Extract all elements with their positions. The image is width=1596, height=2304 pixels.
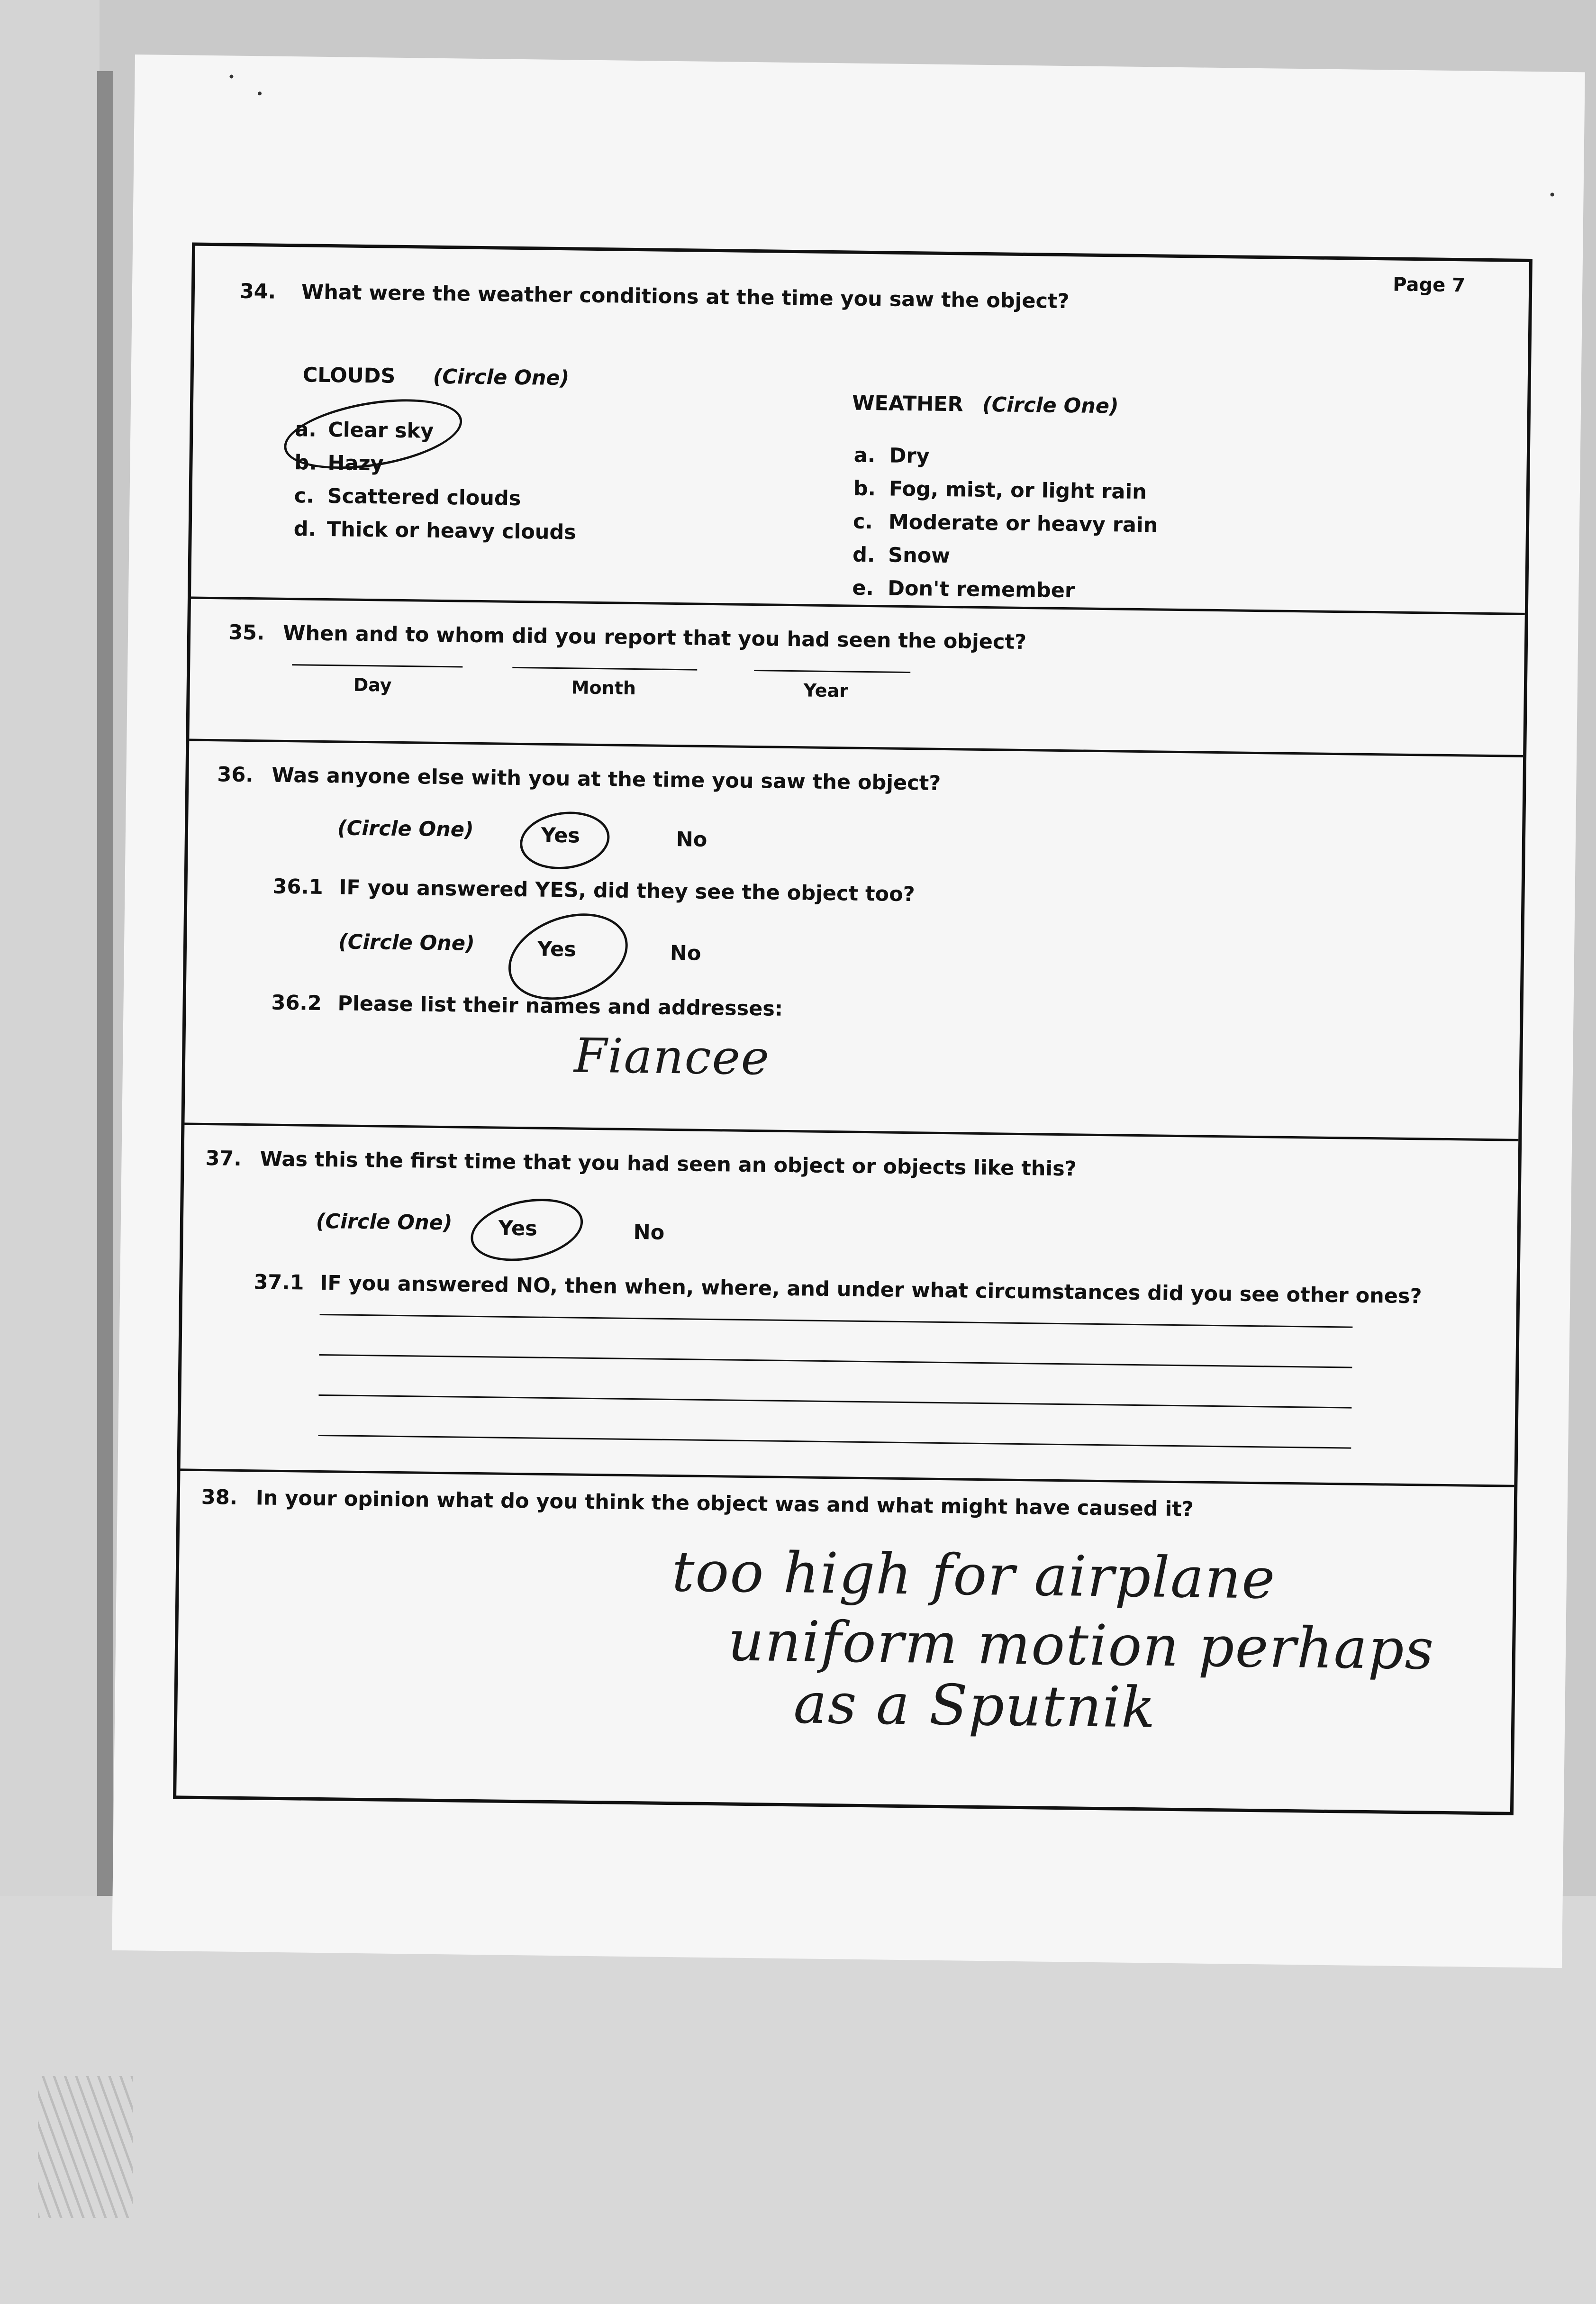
q37-answer-circle bbox=[465, 1190, 589, 1270]
q37-yes: Yes bbox=[498, 1216, 538, 1241]
year-line bbox=[754, 670, 910, 673]
day-label: Day bbox=[353, 674, 392, 696]
q35-question: When and to whom did you report that you had seen the object? bbox=[282, 621, 1027, 655]
q36-1-question: IF you answered YES, did they see the object too? bbox=[339, 875, 915, 907]
q34-number: 34. bbox=[239, 279, 276, 304]
weather-e-letter: e. bbox=[852, 576, 874, 601]
q37-number: 37. bbox=[205, 1146, 242, 1171]
q38-number: 38. bbox=[201, 1485, 238, 1510]
year-label: Year bbox=[803, 680, 849, 701]
form-sheet bbox=[112, 55, 1585, 1968]
q36-no: No bbox=[676, 828, 707, 852]
q36-instruction: (Circle One) bbox=[337, 816, 474, 842]
q36-answer-circle bbox=[517, 807, 613, 874]
q38-handwritten-line-3: as a Sputnik bbox=[793, 1670, 1157, 1740]
q37-no: No bbox=[633, 1220, 665, 1245]
speck bbox=[1551, 193, 1554, 197]
speck bbox=[229, 74, 233, 78]
section-37-first-time bbox=[180, 1122, 1518, 1487]
q36-1-number: 36.1 bbox=[272, 874, 323, 899]
answer-line-1 bbox=[320, 1314, 1353, 1328]
weather-c-letter: c. bbox=[852, 510, 873, 534]
clouds-instruction: (Circle One) bbox=[433, 364, 570, 391]
q37-question: Was this the first time that you had seen an object or objects like this? bbox=[260, 1147, 1077, 1181]
q37-1-number: 37.1 bbox=[254, 1270, 304, 1295]
day-line bbox=[292, 664, 462, 667]
clouds-d-label: Thick or heavy clouds bbox=[326, 518, 577, 545]
weather-c-label: Moderate or heavy rain bbox=[888, 510, 1158, 537]
month-label: Month bbox=[571, 677, 636, 699]
q38-handwritten-line-2: uniform motion perhaps bbox=[727, 1608, 1435, 1682]
answer-line-3 bbox=[318, 1394, 1351, 1409]
form-frame bbox=[173, 242, 1533, 1815]
q37-1-question: IF you answered NO, then when, where, and under what circumstances did you see other ones? bbox=[320, 1271, 1422, 1309]
section-36-companions bbox=[184, 739, 1523, 1141]
clouds-b-letter: b. bbox=[294, 451, 317, 475]
weather-b-label: Fog, mist, or light rain bbox=[889, 477, 1147, 504]
q36-number: 36. bbox=[217, 763, 254, 787]
weather-e-label: Don't remember bbox=[888, 576, 1075, 603]
q36-2-question: Please list their names and addresses: bbox=[337, 992, 783, 1021]
weather-a-label: Dry bbox=[889, 444, 930, 468]
section-34-weather bbox=[191, 246, 1529, 613]
answer-line-4 bbox=[318, 1435, 1351, 1449]
q38-question: In your opinion what do you think the object was and what might have caused it? bbox=[255, 1486, 1194, 1521]
clouds-b-label: Hazy bbox=[327, 451, 384, 476]
weather-instruction: (Circle One) bbox=[982, 392, 1119, 419]
weather-b-letter: b. bbox=[853, 476, 876, 501]
film-scratch-mark bbox=[38, 2076, 133, 2218]
page-number: Page 7 bbox=[1392, 273, 1466, 297]
q36-2-handwritten-answer: Fiancee bbox=[573, 1028, 771, 1086]
q36-yes: Yes bbox=[541, 823, 580, 848]
q38-handwritten-line-1: too high for airplane bbox=[671, 1539, 1277, 1612]
clouds-a-label: Clear sky bbox=[328, 418, 434, 443]
weather-d-label: Snow bbox=[888, 543, 951, 568]
answer-line-2 bbox=[319, 1354, 1352, 1368]
month-line bbox=[512, 667, 697, 671]
q35-number: 35. bbox=[228, 620, 265, 645]
q37-instruction: (Circle One) bbox=[316, 1209, 453, 1235]
weather-heading: WEATHER bbox=[852, 391, 963, 417]
q36-1-no: No bbox=[670, 941, 701, 965]
weather-d-letter: d. bbox=[852, 543, 875, 567]
speck bbox=[258, 91, 262, 95]
section-38-opinion bbox=[176, 1468, 1514, 1814]
q36-1-instruction: (Circle One) bbox=[338, 930, 475, 956]
q36-1-yes: Yes bbox=[537, 937, 577, 962]
clouds-c-label: Scattered clouds bbox=[327, 484, 521, 511]
q36-2-number: 36.2 bbox=[271, 991, 322, 1015]
weather-a-letter: a. bbox=[853, 443, 876, 468]
clouds-a-letter: a. bbox=[295, 418, 317, 442]
clouds-c-letter: c. bbox=[294, 484, 314, 508]
clouds-heading: CLOUDS bbox=[302, 363, 396, 388]
clouds-d-letter: d. bbox=[293, 517, 317, 541]
q34-question: What were the weather conditions at the time you saw the object? bbox=[301, 280, 1070, 314]
section-35-report bbox=[189, 597, 1525, 757]
film-shadow-strip bbox=[97, 71, 113, 1920]
q36-question: Was anyone else with you at the time you saw the object? bbox=[272, 763, 941, 795]
